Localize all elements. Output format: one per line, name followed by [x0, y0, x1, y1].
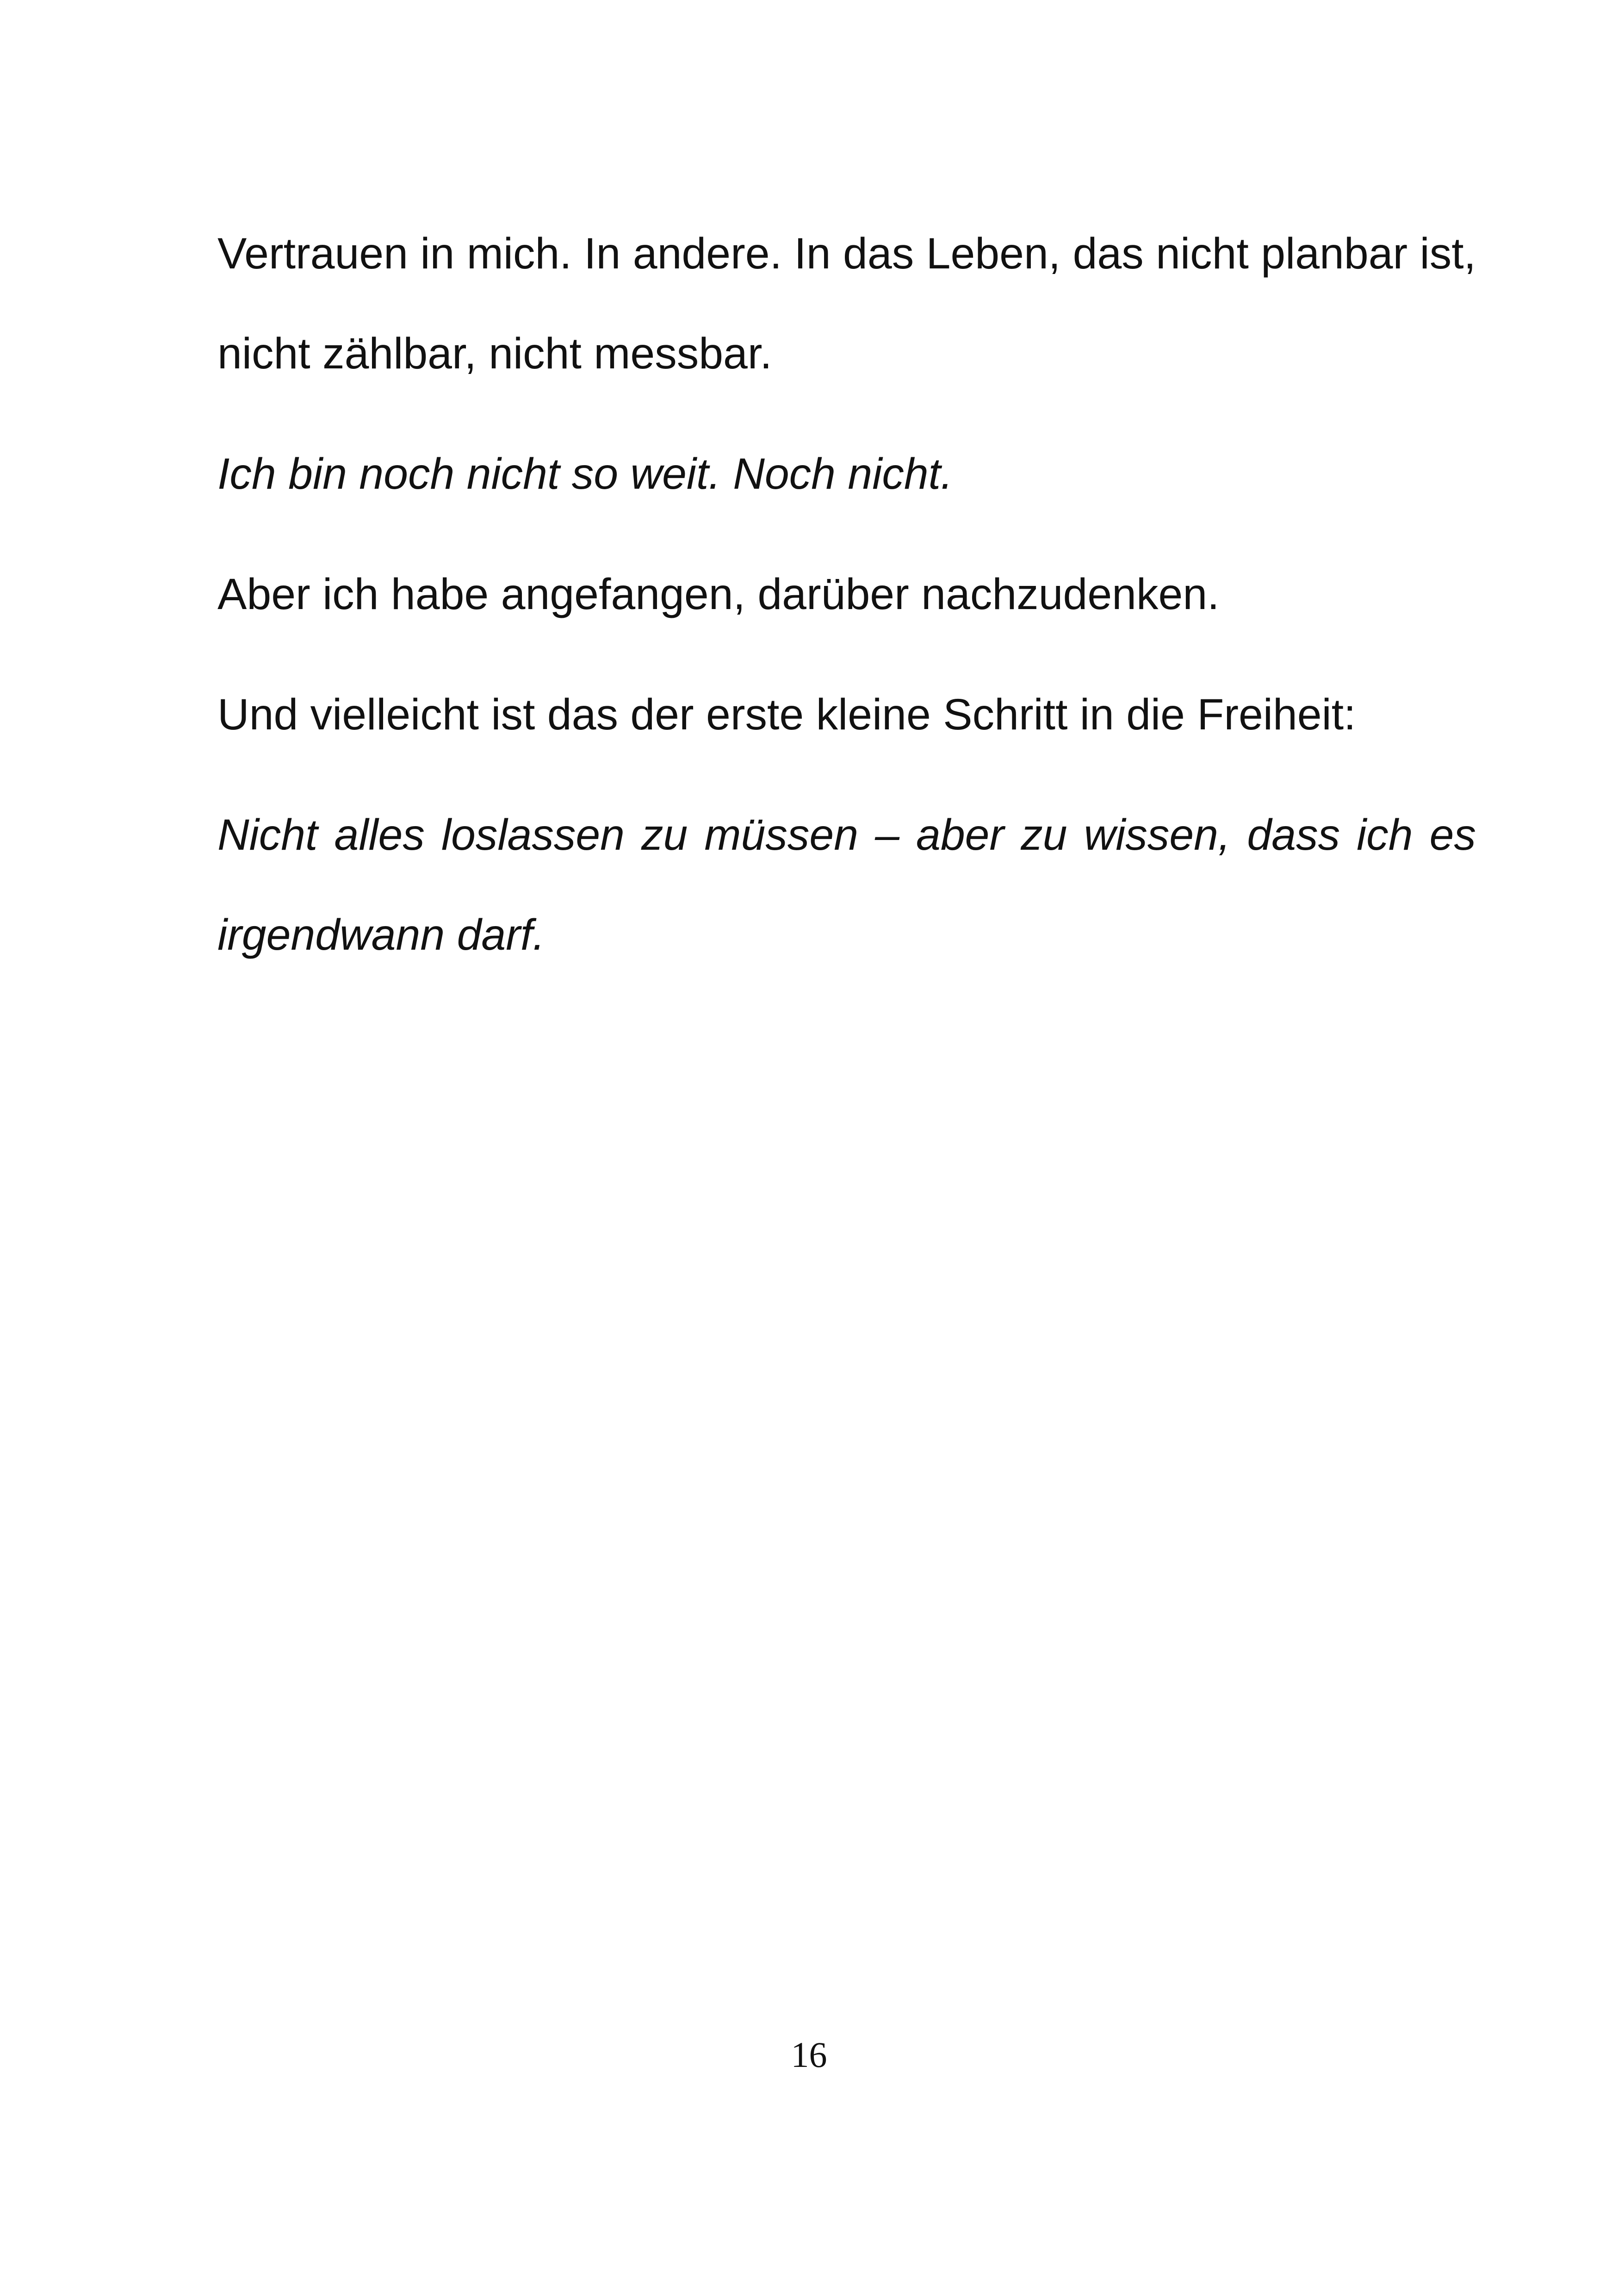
body-text: [217, 204, 1476, 1005]
paragraph-first-step: Und vielleicht ist das der erste kleine Schritt in die Freiheit:: [217, 690, 1356, 739]
paragraph-let-go: Nicht alles loslassen zu müssen – aber zu wissen, dass ich es irgendwann darf.: [217, 810, 1476, 959]
paragraph-started-thinking: Aber ich habe angefangen, darüber nachzudenken.: [217, 570, 1220, 619]
page-number: 16: [791, 2035, 827, 2075]
paragraph-not-yet: Ich bin noch nicht so weit. Noch nicht.: [217, 449, 953, 498]
paragraph-trust: Vertrauen in mich. In andere. In das Leben, das nicht planbar ist, nicht zählbar, nicht messbar.: [217, 229, 1476, 378]
